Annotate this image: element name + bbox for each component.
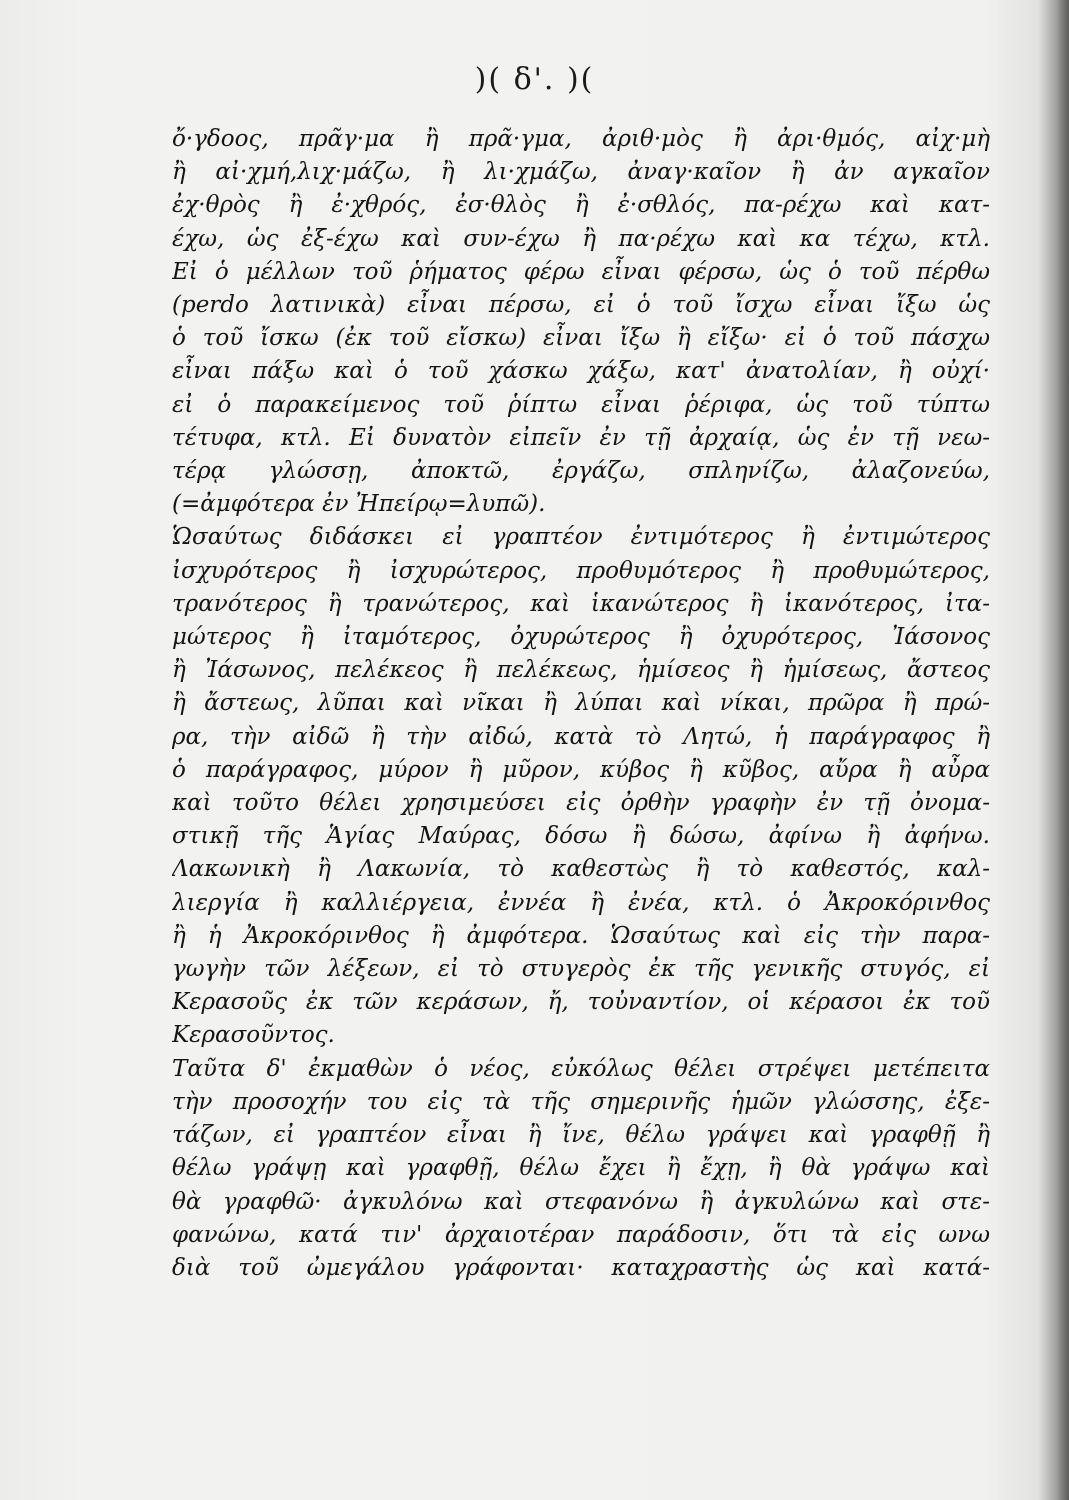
text-line: έχω, ὡς ἐξ-έχω καὶ συν-έχω ἢ πα·ρέχω καὶ κα τέχω, κτλ. xyxy=(172,225,990,252)
text-line: ἰσχυρότερος ἢ ἰσχυρώτερος, προθυμότερος ἢ προθυμώτερος, xyxy=(172,557,990,584)
text-line: γωγὴν τῶν λέξεων, εἰ τὸ στυγερὸς ἐκ τῆς γενικῆς στυγός, εἰ xyxy=(172,956,990,983)
text-line: Λακωνικὴ ἢ Λακωνία, τὸ καθεστὼς ἢ τὸ καθεστός, καλ- xyxy=(172,856,990,883)
text-line: (perdo λατινικὰ) εἶναι πέρσω, εἰ ὁ τοῦ ἴσχω εἶναι ἴξω ὡς xyxy=(172,292,990,319)
text-line: τέρᾳ γλώσσῃ, ἀποκτῶ, ἐργάζω, σπληνίζω, ἀλαζονεύω, xyxy=(172,458,990,485)
text-line: διὰ τοῦ ὠμεγάλου γράφονται· καταχραστὴς ὡς καὶ κατά- xyxy=(172,1254,990,1281)
text-line: Εἰ ὁ μέλλων τοῦ ῥήματος φέρω εἶναι φέρσω, ὡς ὁ τοῦ πέρθω xyxy=(172,258,990,285)
text-line: ἐχ·θρὸς ἢ ἐ·χθρός, ἐσ·θλὸς ἢ ἐ·σθλός, πα-ρέχω καὶ κατ- xyxy=(172,192,990,219)
text-line: τάζων, εἰ γραπτέον εἶναι ἢ ἴνε, θέλω γράψει καὶ γραφθῇ ἢ xyxy=(172,1122,990,1149)
text-line: στικῇ τῆς Ἁγίας Μαύρας, δόσω ἢ δώσω, ἀφίνω ἢ ἀφήνω. xyxy=(172,823,990,850)
text-line: Κερασοῦς ἐκ τῶν κεράσων, ἤ, τοὐναντίον, οἱ κέρασοι ἐκ τοῦ xyxy=(172,989,990,1016)
text-line: τρανότερος ἢ τρανώτερος, καὶ ἱκανώτερος ἢ ἱκανότερος, ἰτα- xyxy=(172,590,990,617)
page-edge-shadow xyxy=(1041,0,1069,1500)
text-line: καὶ τοῦτο θέλει χρησιμεύσει εἰς ὀρθὴν γραφὴν ἐν τῇ ὀνομα- xyxy=(172,790,990,817)
text-line: (=ἀμφότερα ἐν Ἠπείρῳ=λυπῶ). xyxy=(172,491,546,518)
text-line: εἰ ὁ παρακείμενος τοῦ ῥίπτω εἶναι ῥέριφα, ὡς τοῦ τύπτω xyxy=(172,391,990,418)
text-line: Ὡσαύτως διδάσκει εἰ γραπτέον ἐντιμότερος ἢ ἐντιμώτερος xyxy=(172,524,990,551)
text-line: τὴν προσοχήν του εἰς τὰ τῆς σημερινῆς ἡμῶν γλώσσης, ἐξε- xyxy=(172,1088,990,1115)
text-line: ἢ αἰ·χμή,λιχ·μάζω, ἢ λι·χμάζω, ἀναγ·καῖον ἢ ἀν αγκαῖον xyxy=(172,159,990,186)
text-line: Κερασοῦντος. xyxy=(172,1022,335,1049)
text-line: ὁ τοῦ ἴσκω (ἐκ τοῦ εἴσκω) εἶναι ἴξω ἢ εἴξω· εἰ ὁ τοῦ πάσχω xyxy=(172,325,990,352)
text-line: ὁ παράγραφος, μύρον ἢ μῦρον, κύβος ἢ κῦβος, αὔρα ἢ αὖρα xyxy=(172,756,990,783)
text-line: ἢ Ἰάσωνος, πελέκεος ἢ πελέκεως, ἡμίσεος ἢ ἡμίσεως, ἄστεος xyxy=(172,657,990,684)
text-line: Ταῦτα δ' ἐκμαθὼν ὁ νέος, εὐκόλως θέλει στρέψει μετέπειτα xyxy=(172,1055,990,1082)
text-line: λιεργία ἢ καλλιέργεια, ἐννέα ἢ ἐνέα, κτλ. ὁ Ἀκροκόρινθος xyxy=(172,889,990,916)
text-line: ἢ ἄστεως, λῦπαι καὶ νῖκαι ἢ λύπαι καὶ νίκαι, πρῶρα ἢ πρώ- xyxy=(172,690,990,717)
text-line: φανώνω, κατά τιν' ἀρχαιοτέραν παράδοσιν, ὅτι τὰ εἰς ωνω xyxy=(172,1221,990,1248)
text-line: μώτερος ἢ ἰταμότερος, ὀχυρώτερος ἢ ὀχυρότερος, Ἰάσονος xyxy=(172,624,990,651)
page-number-header: )( δ'. )( xyxy=(474,62,595,97)
text-line: εἶναι πάξω καὶ ὁ τοῦ χάσκω χάξω, κατ' ἀνατολίαν, ἢ οὐχί· xyxy=(172,358,990,385)
text-line: τέτυφα, κτλ. Εἰ δυνατὸν εἰπεῖν ἐν τῇ ἀρχαίᾳ, ὡς ἐν τῇ νεω- xyxy=(172,424,990,451)
text-line: ὄ·γδοος, πρᾶγ·μα ἢ πρᾶ·γμα, ἀριθ·μὸς ἢ ἀρι·θμός, αἰχ·μὴ xyxy=(172,126,990,152)
body-text xyxy=(172,123,990,1285)
text-line: θέλω γράψῃ καὶ γραφθῇ, θέλω ἔχει ἢ ἔχῃ, ἢ θὰ γράψω καὶ xyxy=(172,1155,990,1182)
text-line: ἢ ἡ Ἀκροκόρινθος ἢ ἀμφότερα. Ὡσαύτως καὶ εἰς τὴν παρα- xyxy=(172,922,990,949)
text-line: ρα, τὴν αἰδῶ ἢ τὴν αἰδώ, κατὰ τὸ Λητώ, ἡ παράγραφος ἢ xyxy=(172,723,990,750)
text-line: θὰ γραφθῶ· ἀγκυλόνω καὶ στεφανόνω ἢ ἀγκυλώνω καὶ στε- xyxy=(172,1188,990,1215)
